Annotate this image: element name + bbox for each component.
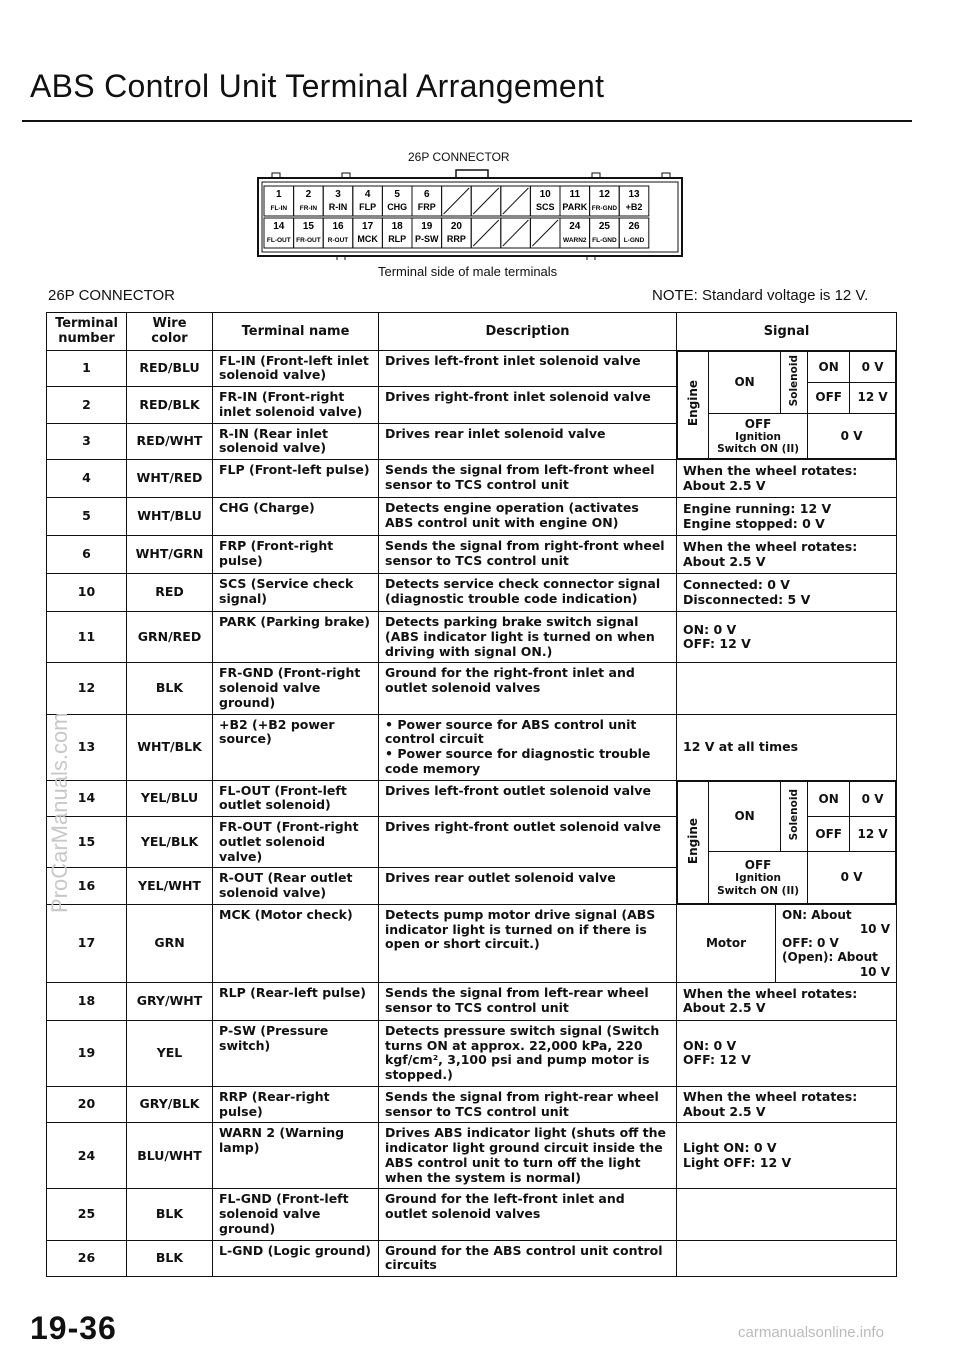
terminal-pin-name: FRP [417, 202, 436, 212]
table-row [47, 1240, 897, 1277]
inlet-signal-grid [677, 351, 896, 460]
engine-on: ON [709, 781, 781, 851]
empty-slot-mark [473, 188, 499, 214]
terminal-number: 25 [47, 1189, 127, 1240]
switch-label: Switch ON (II) [717, 884, 800, 897]
header-terminal-name: Terminal name [213, 313, 379, 351]
engine-off-voltage: 0 V [808, 413, 896, 459]
solenoid-off-voltage: 12 V [850, 816, 896, 851]
terminal-pin-name: RRP [446, 234, 466, 244]
description: • Power source for ABS control unit control circuit • Power source for diagnostic trouble code memory [379, 714, 677, 780]
engine-label: Engine [685, 817, 700, 864]
table-row [47, 663, 897, 714]
description: Drives right-front inlet solenoid valve [379, 387, 677, 424]
terminal-pin-name: WARN2 [563, 237, 587, 244]
signal-cell [677, 904, 897, 982]
engine-on: ON [709, 351, 781, 413]
motor-signal-line: 10 V [859, 964, 890, 979]
terminal-name: FLP (Front-left pulse) [213, 460, 379, 498]
description: Drives left-front outlet solenoid valve [379, 780, 677, 817]
terminal-number: 10 [47, 574, 127, 612]
table-row [47, 574, 897, 612]
terminal-name: R-IN (Rear inlet solenoid valve) [213, 423, 379, 460]
signal-cell [677, 663, 897, 714]
header-signal: Signal [677, 313, 897, 351]
wire-color: GRY/BLK [127, 1086, 213, 1123]
wire-color: WHT/GRN [127, 536, 213, 574]
terminal-pin-name: CHG [387, 202, 408, 212]
signal-cell [677, 1240, 897, 1277]
terminal-name: CHG (Charge) [213, 498, 379, 536]
connector-label: 26P CONNECTOR [408, 150, 510, 164]
terminal-pin-name: FR-GND [591, 205, 618, 212]
solenoid-on: ON [808, 781, 850, 816]
signal-cell [677, 1189, 897, 1240]
description: Drives rear outlet solenoid valve [379, 868, 677, 905]
description: Drives ABS indicator light (shuts off the indicator light ground circuit inside the ABS control unit to turn off the light when the system is normal) [379, 1123, 677, 1189]
terminal-pin-name: FR-OUT [296, 237, 321, 244]
terminal-number: 19 [47, 1020, 127, 1086]
signal-cell: When the wheel rotates: About 2.5 V [677, 1086, 897, 1123]
description: Sends the signal from left-rear wheel sensor to TCS control unit [379, 982, 677, 1020]
terminal-name: FR-OUT (Front-right outlet solenoid valve) [213, 817, 379, 868]
solenoid-off-voltage: 12 V [850, 382, 896, 413]
terminal-pin-name: RLP [388, 234, 407, 244]
wire-color: BLK [127, 663, 213, 714]
wire-color: BLU/WHT [127, 1123, 213, 1189]
wire-color: GRN [127, 904, 213, 982]
terminal-pin-name: MCK [357, 234, 378, 244]
table-row [47, 1086, 897, 1123]
footer-watermark: carmanualsonline.info [738, 1324, 884, 1341]
terminal-name: FL-OUT (Front-left outlet solenoid) [213, 780, 379, 817]
terminal-name: P-SW (Pressure switch) [213, 1020, 379, 1086]
terminal-pin-name: FL-GND [592, 237, 617, 244]
description: Drives rear inlet solenoid valve [379, 423, 677, 460]
signal-cell: 12 V at all times [677, 714, 897, 780]
terminal-pin-name: +B2 [625, 202, 643, 212]
terminal-name: FR-IN (Front-right inlet solenoid valve) [213, 387, 379, 424]
terminal-number: 20 [47, 1086, 127, 1123]
terminal-name: FR-GND (Front-right solenoid valve ground) [213, 663, 379, 714]
signal-cell: ON: 0 V OFF: 12 V [677, 1020, 897, 1086]
terminal-pin-name: R-OUT [327, 237, 349, 244]
terminal-pin-number: 12 [598, 189, 610, 200]
connector-latch [456, 170, 488, 178]
solenoid-on: ON [808, 351, 850, 382]
signal-cell: Light ON: 0 V Light OFF: 12 V [677, 1123, 897, 1189]
terminal-name: SCS (Service check signal) [213, 574, 379, 612]
terminal-pin-name: SCS [535, 202, 555, 212]
terminal-pin-number: 20 [450, 221, 462, 232]
terminal-number: 17 [47, 904, 127, 982]
wire-color: RED [127, 574, 213, 612]
signal-cell: Connected: 0 V Disconnected: 5 V [677, 574, 897, 612]
terminal-number: 14 [47, 780, 127, 817]
description: Drives left-front inlet solenoid valve [379, 350, 677, 387]
description: Detects pump motor drive signal (ABS indicator light is turned on if there is open or short circuit.) [379, 904, 677, 982]
terminal-number: 2 [47, 387, 127, 424]
connector-diagram [256, 166, 684, 260]
terminal-pin-number: 26 [628, 221, 640, 232]
title-rule [22, 120, 912, 122]
terminal-number: 26 [47, 1240, 127, 1277]
ignition-label: Ignition [735, 872, 781, 885]
page-number: 19-36 [30, 1310, 117, 1346]
connector-caption: Terminal side of male terminals [378, 264, 558, 279]
wire-color: RED/BLK [127, 387, 213, 424]
table-row [47, 460, 897, 498]
solenoid-on-voltage: 0 V [850, 781, 896, 816]
signal-cell: When the wheel rotates: About 2.5 V [677, 460, 897, 498]
wire-color: YEL/BLU [127, 780, 213, 817]
outlet-signal-grid [677, 781, 896, 904]
table-row [47, 1020, 897, 1086]
header-description: Description [379, 313, 677, 351]
terminal-pin-number: 19 [421, 221, 433, 232]
signal-cell: ON: 0 V OFF: 12 V [677, 612, 897, 663]
terminal-number: 16 [47, 868, 127, 905]
solenoid-label: Solenoid [788, 354, 801, 407]
description: Sends the signal from left-front wheel sensor to TCS control unit [379, 460, 677, 498]
engine-label: Engine [685, 380, 700, 427]
empty-slot-mark [503, 220, 529, 246]
solenoid-off: OFF [808, 382, 850, 413]
table-row [47, 904, 897, 982]
motor-signal-line: OFF: 0 V [782, 936, 839, 951]
watermark: ProCarManuals.com [47, 712, 72, 913]
terminal-table [46, 312, 897, 1277]
empty-slot-mark [532, 220, 558, 246]
terminal-pin-number: 4 [364, 189, 371, 200]
terminal-name: RLP (Rear-left pulse) [213, 982, 379, 1020]
terminal-pin-name: FLP [359, 202, 377, 212]
terminal-name: FL-GND (Front-left solenoid valve ground) [213, 1189, 379, 1240]
engine-off-voltage: 0 V [808, 852, 896, 904]
terminal-pin-number: 1 [276, 189, 282, 200]
terminal-name: R-OUT (Rear outlet solenoid valve) [213, 868, 379, 905]
terminal-pin-number: 13 [628, 189, 640, 200]
terminal-number: 1 [47, 350, 127, 387]
ignition-label: Ignition [735, 430, 781, 443]
terminal-name: FRP (Front-right pulse) [213, 536, 379, 574]
wire-color: WHT/RED [127, 460, 213, 498]
description: Detects service check connector signal (diagnostic trouble code indication) [379, 574, 677, 612]
terminal-pin-number: 17 [362, 221, 374, 232]
terminal-pin-name: P-SW [415, 234, 439, 244]
connector-heading: 26P CONNECTOR [48, 287, 175, 304]
terminal-name: +B2 (+B2 power source) [213, 714, 379, 780]
standard-voltage-note: NOTE: Standard voltage is 12 V. [652, 287, 869, 304]
wire-color: WHT/BLU [127, 498, 213, 536]
wire-color: YEL/WHT [127, 868, 213, 905]
terminal-pin-number: 5 [394, 189, 400, 200]
solenoid-label: Solenoid [788, 789, 801, 841]
motor-label: Motor [677, 905, 776, 982]
wire-color: YEL [127, 1020, 213, 1086]
terminal-name: L-GND (Logic ground) [213, 1240, 379, 1277]
connector-outline [258, 178, 682, 256]
terminal-name: WARN 2 (Warning lamp) [213, 1123, 379, 1189]
terminal-pin-number: 24 [569, 221, 581, 232]
table-row [47, 1189, 897, 1240]
description: Detects pressure switch signal (Switch turns ON at approx. 22,000 kPa, 220 kgf/cm², 3,100 psi and pump motor is stopped.) [379, 1020, 677, 1086]
terminal-name: MCK (Motor check) [213, 904, 379, 982]
solenoid-off: OFF [808, 816, 850, 851]
terminal-number: 15 [47, 817, 127, 868]
wire-color: BLK [127, 1240, 213, 1277]
terminal-number: 13 [47, 714, 127, 780]
motor-signal-line: ON: About [782, 908, 852, 923]
terminal-number: 3 [47, 423, 127, 460]
terminal-pin-number: 14 [273, 221, 285, 232]
signal-cell [677, 350, 897, 460]
header-terminal-number: Terminal number [47, 313, 127, 351]
terminal-pin-name: R-IN [328, 202, 348, 212]
description: Ground for the ABS control unit control circuits [379, 1240, 677, 1277]
motor-signal-line: (Open): About [782, 950, 878, 965]
wire-color: GRN/RED [127, 612, 213, 663]
empty-slot-mark [444, 188, 470, 214]
terminal-pin-name: FL-OUT [266, 237, 291, 244]
table-row [47, 350, 897, 387]
terminal-pin-number: 16 [332, 221, 344, 232]
solenoid-on-voltage: 0 V [850, 351, 896, 382]
table-row [47, 536, 897, 574]
terminal-pin-number: 10 [539, 189, 551, 200]
table-row [47, 982, 897, 1020]
signal-cell [677, 780, 897, 904]
terminal-pin-name: FL-IN [270, 205, 288, 212]
terminal-number: 5 [47, 498, 127, 536]
terminal-number: 18 [47, 982, 127, 1020]
terminal-pin-number: 6 [424, 189, 430, 200]
table-row [47, 780, 897, 817]
terminal-pin-name: FR-IN [299, 205, 318, 212]
description: Drives right-front outlet solenoid valve [379, 817, 677, 868]
description: Ground for the right-front inlet and outlet solenoid valves [379, 663, 677, 714]
terminal-pin-number: 18 [391, 221, 403, 232]
signal-cell: Engine running: 12 V Engine stopped: 0 V [677, 498, 897, 536]
empty-slot-mark [503, 188, 529, 214]
terminal-number: 11 [47, 612, 127, 663]
terminal-pin-number: 15 [302, 221, 314, 232]
engine-off: OFF [744, 858, 772, 873]
terminal-number: 12 [47, 663, 127, 714]
wire-color: GRY/WHT [127, 982, 213, 1020]
signal-cell: When the wheel rotates: About 2.5 V [677, 536, 897, 574]
switch-label: Switch ON (II) [717, 442, 800, 455]
empty-slot-mark [473, 220, 499, 246]
terminal-pin-number: 2 [305, 189, 312, 200]
engine-off: OFF [744, 416, 772, 431]
page-title: ABS Control Unit Terminal Arrangement [30, 68, 605, 104]
wire-color: RED/BLU [127, 350, 213, 387]
signal-cell: When the wheel rotates: About 2.5 V [677, 982, 897, 1020]
motor-signal-line: 10 V [859, 922, 890, 937]
terminal-number: 4 [47, 460, 127, 498]
table-row [47, 612, 897, 663]
wire-color: BLK [127, 1189, 213, 1240]
description: Sends the signal from right-front wheel sensor to TCS control unit [379, 536, 677, 574]
terminal-pin-number: 11 [569, 189, 581, 200]
table-row [47, 498, 897, 536]
wire-color: YEL/BLK [127, 817, 213, 868]
terminal-pin-number: 3 [335, 189, 341, 200]
terminal-name: FL-IN (Front-left inlet solenoid valve) [213, 350, 379, 387]
description: Detects parking brake switch signal (ABS indicator light is turned on when driving with signal ON.) [379, 612, 677, 663]
table-row [47, 714, 897, 780]
terminal-name: PARK (Parking brake) [213, 612, 379, 663]
terminal-pin-number: 25 [598, 221, 610, 232]
description: Detects engine operation (activates ABS control unit with engine ON) [379, 498, 677, 536]
description: Sends the signal from right-rear wheel sensor to TCS control unit [379, 1086, 677, 1123]
terminal-name: RRP (Rear-right pulse) [213, 1086, 379, 1123]
terminal-pin-name: PARK [562, 202, 588, 212]
terminal-pin-name: L-GND [623, 237, 645, 244]
description: Ground for the left-front inlet and outlet solenoid valves [379, 1189, 677, 1240]
table-row [47, 1123, 897, 1189]
wire-color: RED/WHT [127, 423, 213, 460]
header-wire-color: Wire color [127, 313, 213, 351]
terminal-number: 6 [47, 536, 127, 574]
wire-color: WHT/BLK [127, 714, 213, 780]
terminal-number: 24 [47, 1123, 127, 1189]
